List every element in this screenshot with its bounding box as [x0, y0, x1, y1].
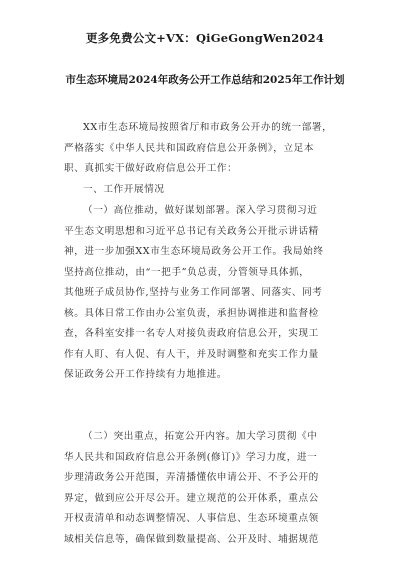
- paragraph-key-focus: [64, 427, 356, 550]
- paragraph-line: 作有人盯、有人促、有人干，并及时调整和充实工作力量: [64, 348, 319, 360]
- paragraph-line: （一）高位推动，做好谋划部署。深入学习贯彻习近: [83, 205, 318, 216]
- paragraph-line: 坚持高位推动，由“一把手”负总责，分管领导具体抓，: [64, 266, 310, 278]
- paragraph-line: 步理清政务公开范围，弄清播懂依申请公开、不予公开的: [64, 472, 319, 483]
- paragraph-line: 平生态文明思想和习近平总书记有关政务公开批示讲话精: [64, 225, 319, 237]
- paragraph-line: 查，各科室安排一名专人对接负责政府信息公开，实现工: [64, 328, 319, 339]
- promo-banner: 更多免费公文+VX：QiGeGongWen2024: [85, 31, 325, 45]
- paragraph-line: 域相关信息等，确保做到数量提高、公开及时、埔据规范: [64, 533, 319, 545]
- paragraph-line: 保证政务公开工作持续有力地推进。: [64, 369, 228, 380]
- paragraph-line: 神，进一步加强XX市生态环境局政务公开工作。我局始终: [64, 246, 324, 257]
- paragraph-line: 开权责清单和动态调整情况、人事信息、生态环境重点领: [64, 513, 319, 524]
- intro-line: 严格落实《中华人民共和国政府信息公开条例》，立足本: [64, 142, 315, 154]
- paragraph-line: （二）突出重点，拓宽公开内容。加大学习贯彻《中: [83, 431, 318, 442]
- intro-line: XX市生态环境局按照省厅和市政务公开办的统一部署，: [83, 122, 333, 133]
- document-title: 市生态环境局2024年政务公开工作总结和2025年工作计划: [65, 74, 345, 86]
- section-heading-text: 一、工作开展情况: [83, 184, 165, 195]
- paragraph-line: 核。具体日常工作由办公室负责，承担协调推进和监督检: [64, 307, 319, 319]
- section-heading: [64, 180, 356, 201]
- intro-paragraph: [64, 118, 356, 180]
- paragraph-line: 其他班子成员协作,坚持与业务工作同部署、同落实、同考: [64, 287, 323, 298]
- paragraph-line: 华人民共和国政府信息公开条例(修订)》学习力度，进一: [64, 451, 318, 463]
- paragraph-high-level-promotion: [64, 201, 356, 386]
- intro-line: 职、真抓实干做好政府信息公开工作：: [64, 163, 238, 174]
- paragraph-line: 界定，做到应公开尽公开。建立规范的公开体系，重点公: [64, 492, 319, 504]
